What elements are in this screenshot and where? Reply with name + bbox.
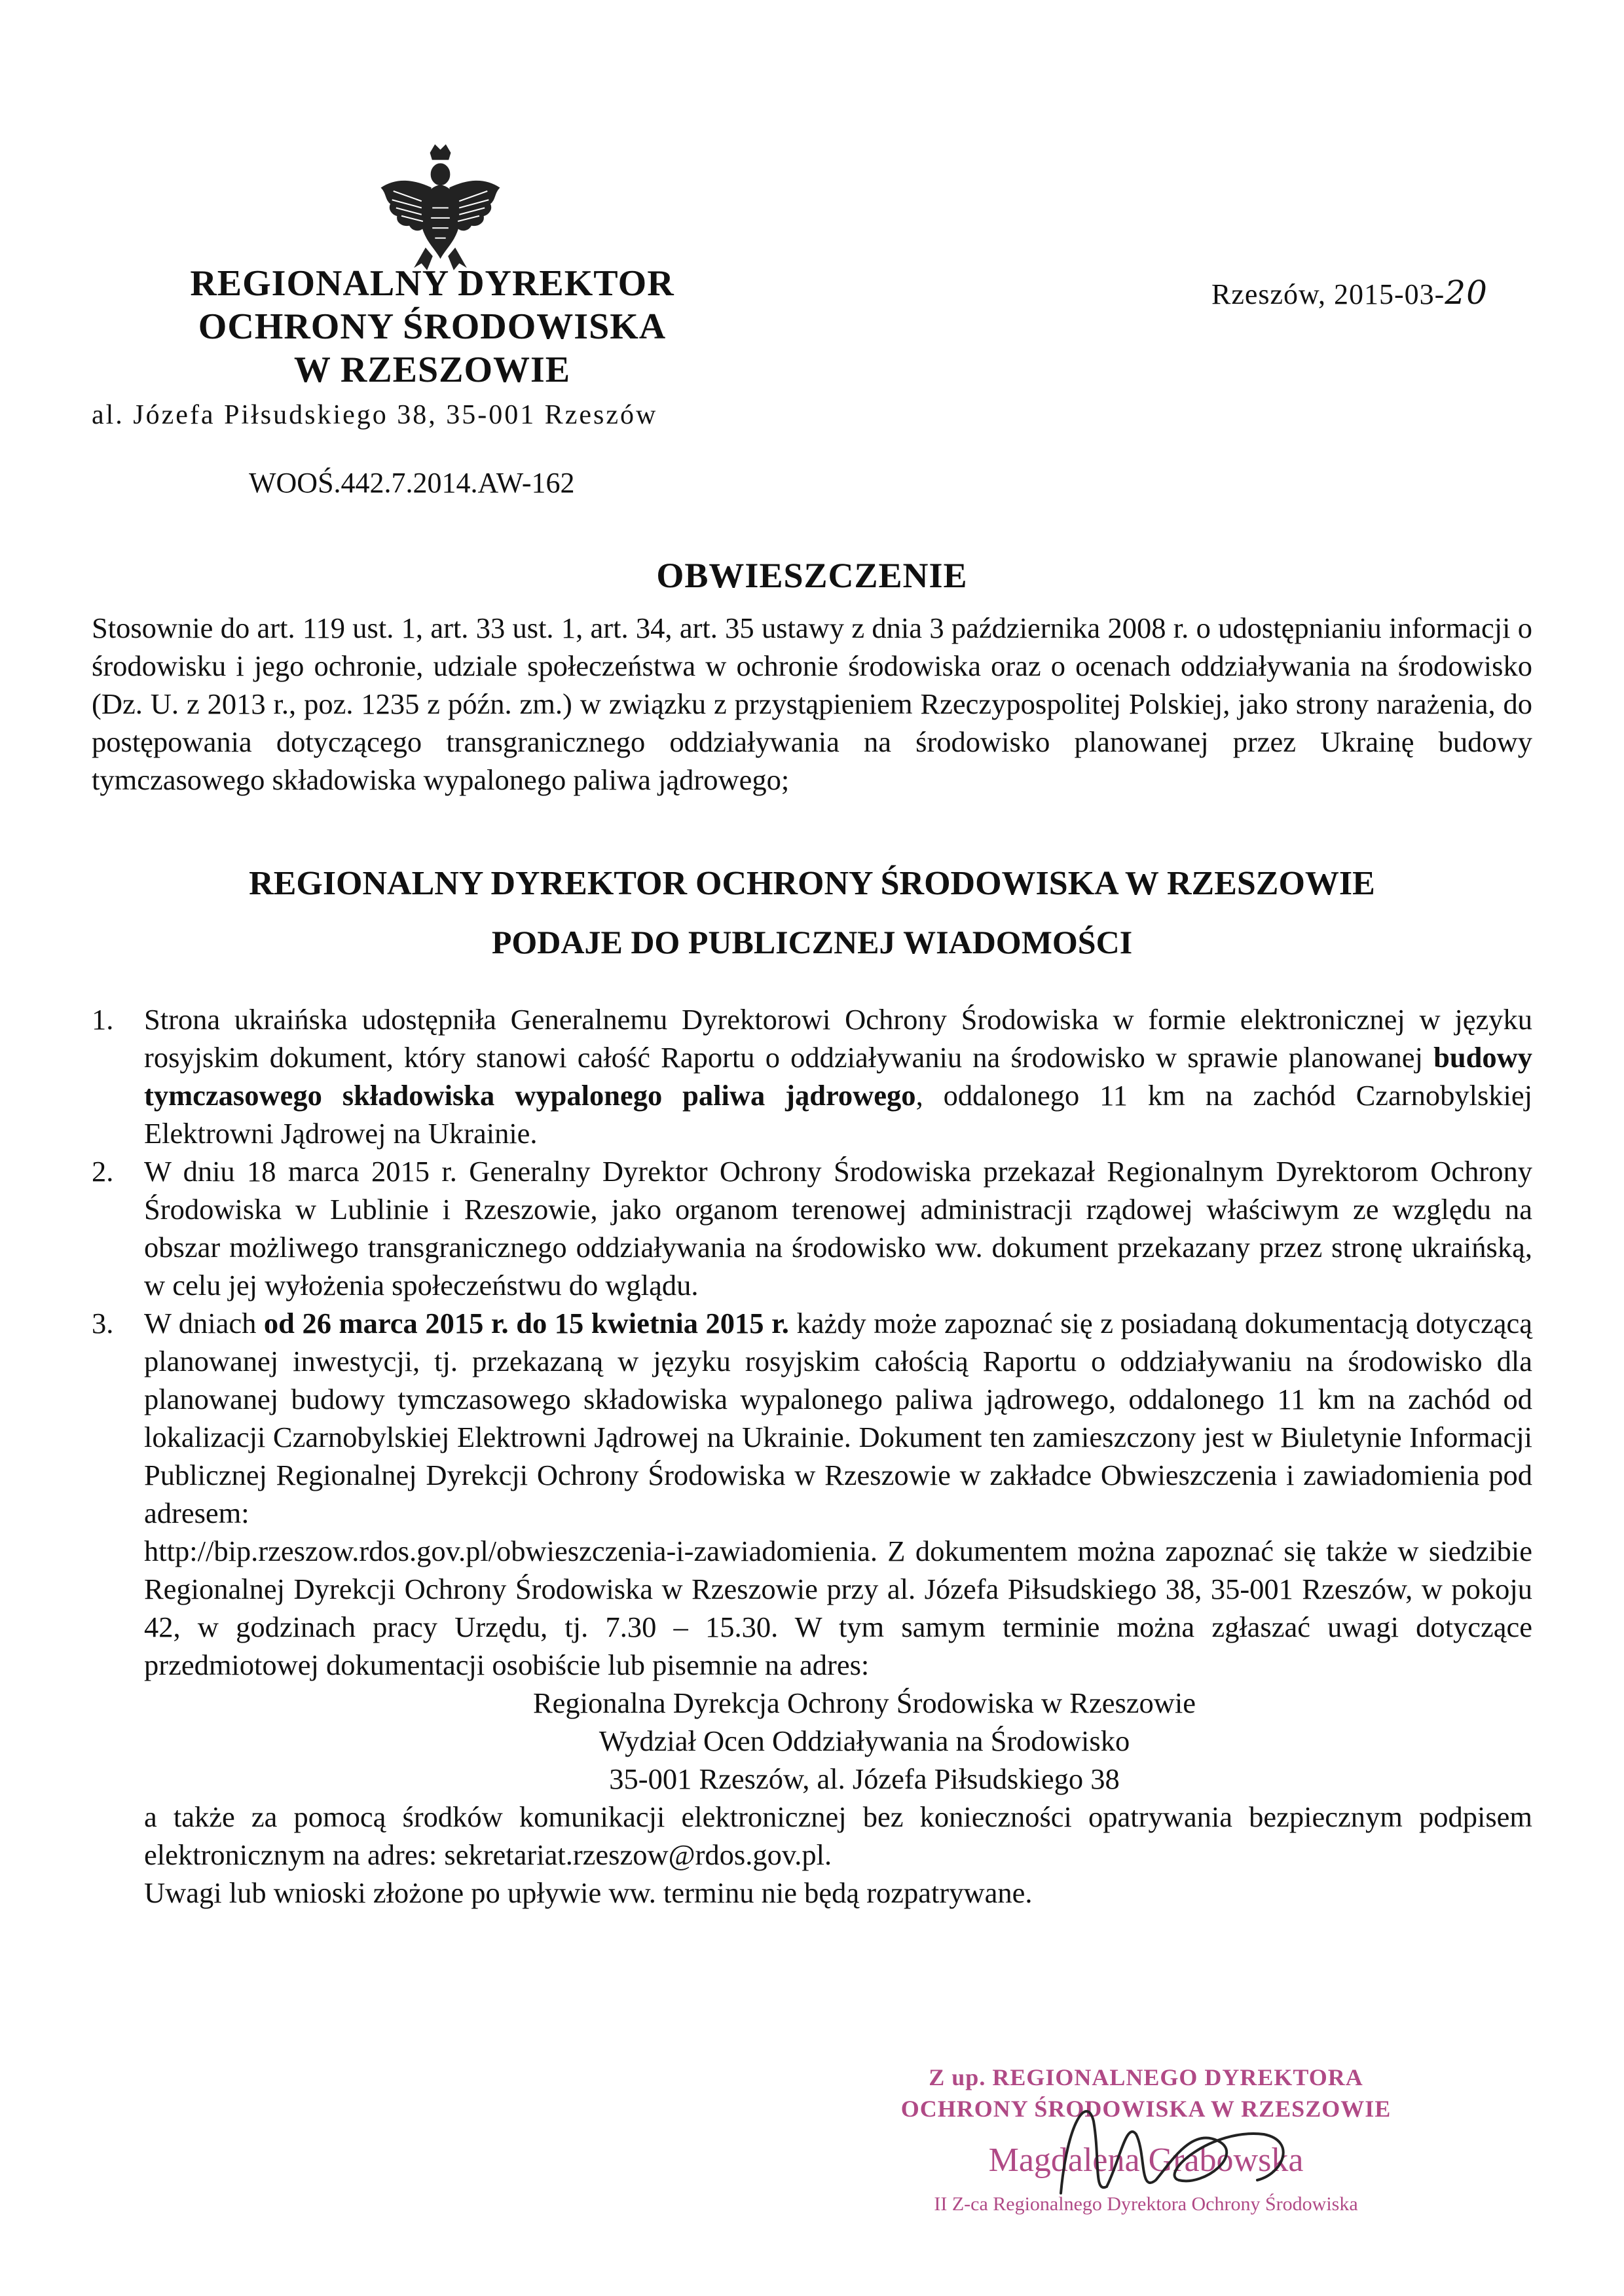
office-address: al. Józefa Piłsudskiego 38, 35-001 Rzeszów — [92, 400, 658, 430]
mailing-address-line-1: Regionalna Dyrekcja Ochrony Środowiska w Rzeszowie — [532, 1686, 1196, 1719]
point-3-text-a: W dniach — [144, 1307, 264, 1339]
mailing-address — [406, 1684, 1323, 1798]
point-1-bold: budowy tymczasowego składowiska wypalonego paliwa jądrowego — [144, 1041, 1532, 1112]
stamp-line-2: OCHRONY ŚRODOWISKA W RZESZOWIE — [900, 2096, 1392, 2122]
stamp-line-1: Z up. REGIONALNEGO DYREKTORA — [929, 2064, 1363, 2090]
point-1-text-a: Strona ukraińska udostępniła Generalnemu Dyrektorowi Ochrony Środowiska w formie elektronicznej w języku rosyjskim dokument, który stanowi całość Raportu o oddziaływaniu na środowisko w sprawie planowanej — [144, 1003, 1532, 1074]
mailing-address-line-2: Wydział Ocen Oddziaływania na Środowisko — [599, 1724, 1130, 1757]
point-3-text-b: każdy może zapoznać się z posiadaną dokumentacją dotyczącą planowanej inwestycji, tj. przekazaną w języku rosyjskim całością Raportu o oddziaływaniu na środowisko dla planowanej budowy tymczasowego składowiska wypalonego paliwa jądrowego, oddalonego 11 km na zachód od lokalizacji Czarnobylskiej Elektrowni Jądrowej na Ukrainie. Dokument ten zamieszczony jest w Biuletynie Informacji Publicznej Regionalnej Dyrekcji Ochrony Środowiska w Rzeszowie w zakładce Obwieszczenia i zawiadomienia pod adresem: — [144, 1307, 1532, 1529]
list-item-number: 1. — [92, 1003, 114, 1036]
office-line-2: OCHRONY ŚRODOWISKA — [198, 306, 667, 347]
list-item-number: 2. — [92, 1155, 114, 1188]
points-list — [92, 1000, 1532, 1912]
announces-heading: PODAJE DO PUBLICZNEJ WIADOMOŚCI — [491, 924, 1133, 960]
city-date — [1211, 274, 1488, 312]
handwritten-signature — [1048, 2082, 1323, 2226]
polish-eagle-emblem-icon — [373, 141, 507, 275]
city-date-prefix: Rzeszów, 2015-03- — [1211, 278, 1445, 310]
list-item — [92, 1152, 1532, 1304]
office-line-1: REGIONALNY DYREKTOR — [190, 263, 674, 304]
list-item-text — [144, 1000, 1532, 1152]
authority-heading: REGIONALNY DYREKTOR OCHRONY ŚRODOWISKA W RZESZOWIE — [249, 865, 1375, 902]
point-3-bold: od 26 marca 2015 r. do 15 kwietnia 2015 r. — [263, 1307, 789, 1339]
list-item — [92, 1304, 1532, 1912]
case-number: WOOŚ.442.7.2014.AW-162 — [249, 467, 575, 499]
mailing-address-line-3: 35-001 Rzeszów, al. Józefa Piłsudskiego 38 — [609, 1762, 1120, 1795]
office-header — [131, 262, 733, 392]
point-3-text-d: a także za pomocą środków komunikacji elektronicznej bez konieczności opatrywania bezpiecznym podpisem elektronicznym na adres: sekretariat.rzeszow@rdos.gov.pl. — [144, 1800, 1532, 1871]
point-3-text-c: http://bip.rzeszow.rdos.gov.pl/obwieszczenia-i-zawiadomienia. Z dokumentem można zapoznać się także w siedzibie Regionalnej Dyrekcji Ochrony Środowiska w Rzeszowie przy al. Józefa Piłsudskiego 38, 35-001 Rzeszów, w pokoju 42, w godzinach pracy Urzędu, tj. 7.30 – 15.30. W tym samym terminie można zgłaszać uwagi dotyczące przedmiotowej dokumentacji osobiście lub pisemnie na adres: — [144, 1535, 1532, 1681]
list-item — [92, 1000, 1532, 1152]
point-3-text-e: Uwagi lub wnioski złożone po upływie ww. terminu nie będą rozpatrywane. — [144, 1876, 1033, 1909]
notice-intro: Stosownie do art. 119 ust. 1, art. 33 ust. 1, art. 34, art. 35 ustawy z dnia 3 października 2008 r. o udostępnianiu informacji o środowisku i jego ochronie, udziale społeczeństwa w ochronie środowiska oraz o ocenach oddziaływania na środowisko (Dz. U. z 2013 r., poz. 1235 z późn. zm.) w związku z przystąpieniem Rzeczypospolitej Polskiej, jako strony narażenia, do postępowania dotyczącego transgranicznego oddziaływania na środowisko planowanej przez Ukrainę budowy tymczasowego składowiska wypalonego paliwa jądrowego; — [92, 611, 1532, 796]
notice-title: OBWIESZCZENIE — [656, 556, 968, 595]
office-line-3: W RZESZOWIE — [293, 350, 571, 390]
date-day-handwritten: 20 — [1445, 274, 1488, 312]
signer-name: Magdalena Grabowska — [988, 2141, 1304, 2179]
list-item-text: W dniu 18 marca 2015 r. Generalny Dyrektor Ochrony Środowiska przekazał Regionalnym Dyrektorom Ochrony Środowiska w Lublinie i Rzeszowie, jako organom terenowej administracji rządowej właściwym ze względu na obszar możliwego transgranicznego oddziaływania na środowisko ww. dokument przekazany przez stronę ukraińską, w celu jej wyłożenia społeczeństwu do wglądu. — [144, 1155, 1532, 1302]
list-item-text — [144, 1304, 1532, 1912]
signer-role: II Z-ca Regionalnego Dyrektora Ochrony Środowiska — [934, 2193, 1358, 2215]
point-1-text-b: , oddalonego 11 km na zachód Czarnobylskiej Elektrowni Jądrowej na Ukrainie. — [144, 1079, 1532, 1150]
list-item-number: 3. — [92, 1307, 114, 1339]
